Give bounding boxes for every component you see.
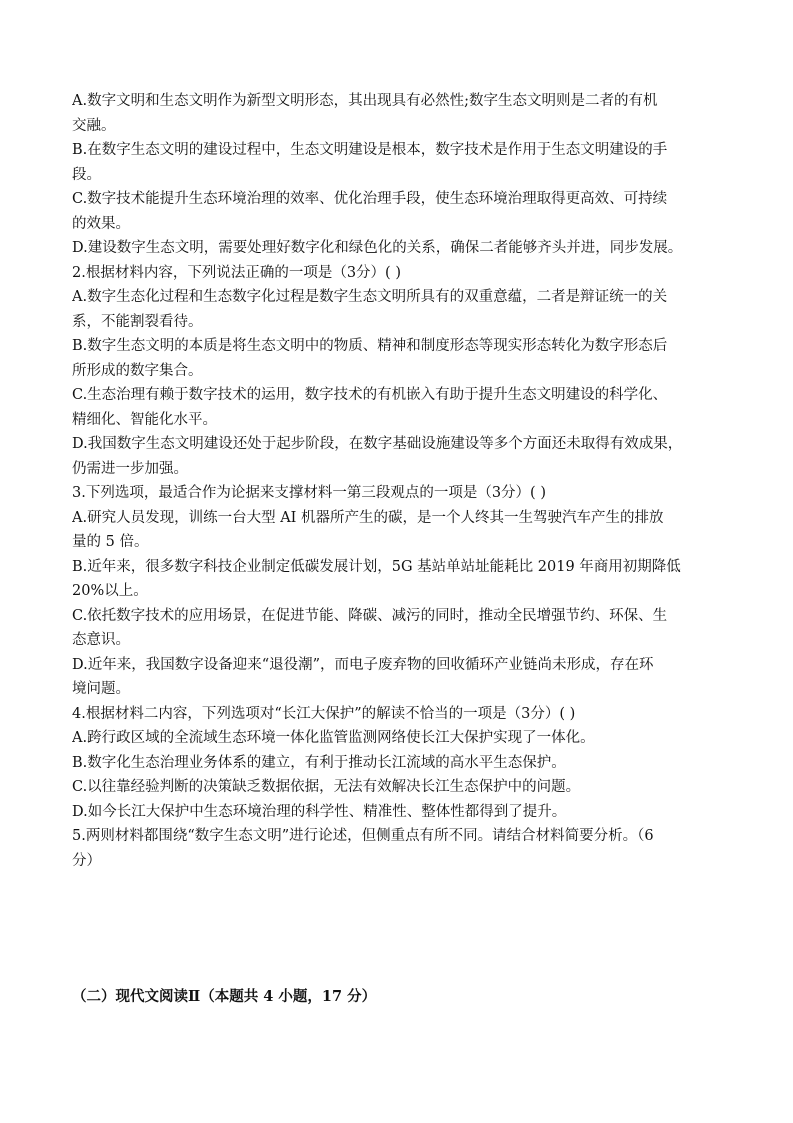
- text-line: 4.根据材料二内容，下列选项对“长江大保护”的解读不恰当的一项是（3分）( ): [72, 705, 576, 722]
- text-line: A.跨行政区域的全流域生态环境一体化监管监测网络使长江大保护实现了一体化。: [72, 730, 595, 746]
- text-line: 交融。: [72, 117, 116, 134]
- text-line: A.数字文明和生态文明作为新型文明形态，其出现具有必然性;数字生态文明则是二者的有机: [72, 93, 658, 109]
- text-line: 段。: [72, 166, 101, 183]
- text-line: D.建设数字生态文明，需要处理好数字化和绿色化的关系，确保二者能够齐头并进，同步发展。: [72, 240, 683, 256]
- text-line: 仍需进一步加强。: [72, 460, 188, 477]
- text-line: A.研究人员发现，训练一台大型 AI 机器所产生的碳，是一个人终其一生驾驶汽车产生的排放: [72, 509, 664, 526]
- text-line: 2.根据材料内容，下列说法正确的一项是（3分）( ): [72, 264, 401, 281]
- text-line: D.我国数字生态文明建设还处于起步阶段，在数字基础设施建设等多个方面还未取得有效成果，: [72, 436, 683, 452]
- text-line: 态意识。: [72, 632, 130, 648]
- text-line: 境问题。: [72, 681, 130, 697]
- text-line: 3.下列选项，最适合作为论据来支撑材料一第三段观点的一项是（3分）( ): [72, 485, 546, 501]
- text-line: 20%以上。: [72, 583, 148, 599]
- text-line: A.数字生态化过程和生态数字化过程是数字生态文明所具有的双重意蕴，二者是辩证统一的关: [72, 289, 668, 305]
- text-line: 系，不能割裂看待。: [72, 313, 203, 330]
- text-line: 精细化、智能化水平。: [72, 411, 217, 428]
- text-line: 量的 5 倍。: [72, 534, 149, 550]
- text-line: C.以往靠经验判断的决策缺乏数据依据，无法有效解决长江生态保护中的问题。: [72, 779, 581, 795]
- text-line: B.数字生态文明的本质是将生态文明中的物质、精神和制度形态等现实形态转化为数字形态后: [72, 338, 668, 354]
- text-line: B.数字化生态治理业务体系的建立，有利于推动长江流域的高水平生态保护。: [72, 754, 566, 771]
- text-line: B.近年来，很多数字科技企业制定低碳发展计划，5G 基站单站址能耗比 2019 年商用初期降低: [72, 558, 681, 575]
- text-line: 的效果。: [72, 215, 130, 232]
- text-line: 分）: [72, 852, 101, 869]
- text-line: 5.两则材料都围绕“数字生态文明”进行论述，但侧重点有所不同。请结合材料简要分析。（6: [72, 828, 654, 844]
- text-line: 所形成的数字集合。: [72, 362, 203, 379]
- text-line: B.在数字生态文明的建设过程中，生态文明建设是根本，数字技术是作用于生态文明建设的手: [72, 142, 668, 158]
- text-line: C.数字技术能提升生态环境治理的效率、优化治理手段，使生态环境治理取得更高效、可持续: [72, 191, 668, 207]
- section-heading: （二）现代文阅读Ⅱ（本题共 4 小题，17 分）: [72, 988, 377, 1005]
- text-line: D.如今长江大保护中生态环境治理的科学性、精准性、整体性都得到了提升。: [72, 803, 567, 820]
- question-text-block: [72, 89, 722, 873]
- text-line: D.近年来，我国数字设备迎来“退役潮”，而电子废弃物的回收循环产业链尚未形成，存在环: [72, 656, 654, 673]
- text-line: C.依托数字技术的应用场景，在促进节能、降碳、减污的同时，推动全民增强节约、环保、生: [72, 607, 668, 624]
- text-line: C.生态治理有赖于数字技术的运用，数字技术的有机嵌入有助于提升生态文明建设的科学化、: [72, 387, 668, 403]
